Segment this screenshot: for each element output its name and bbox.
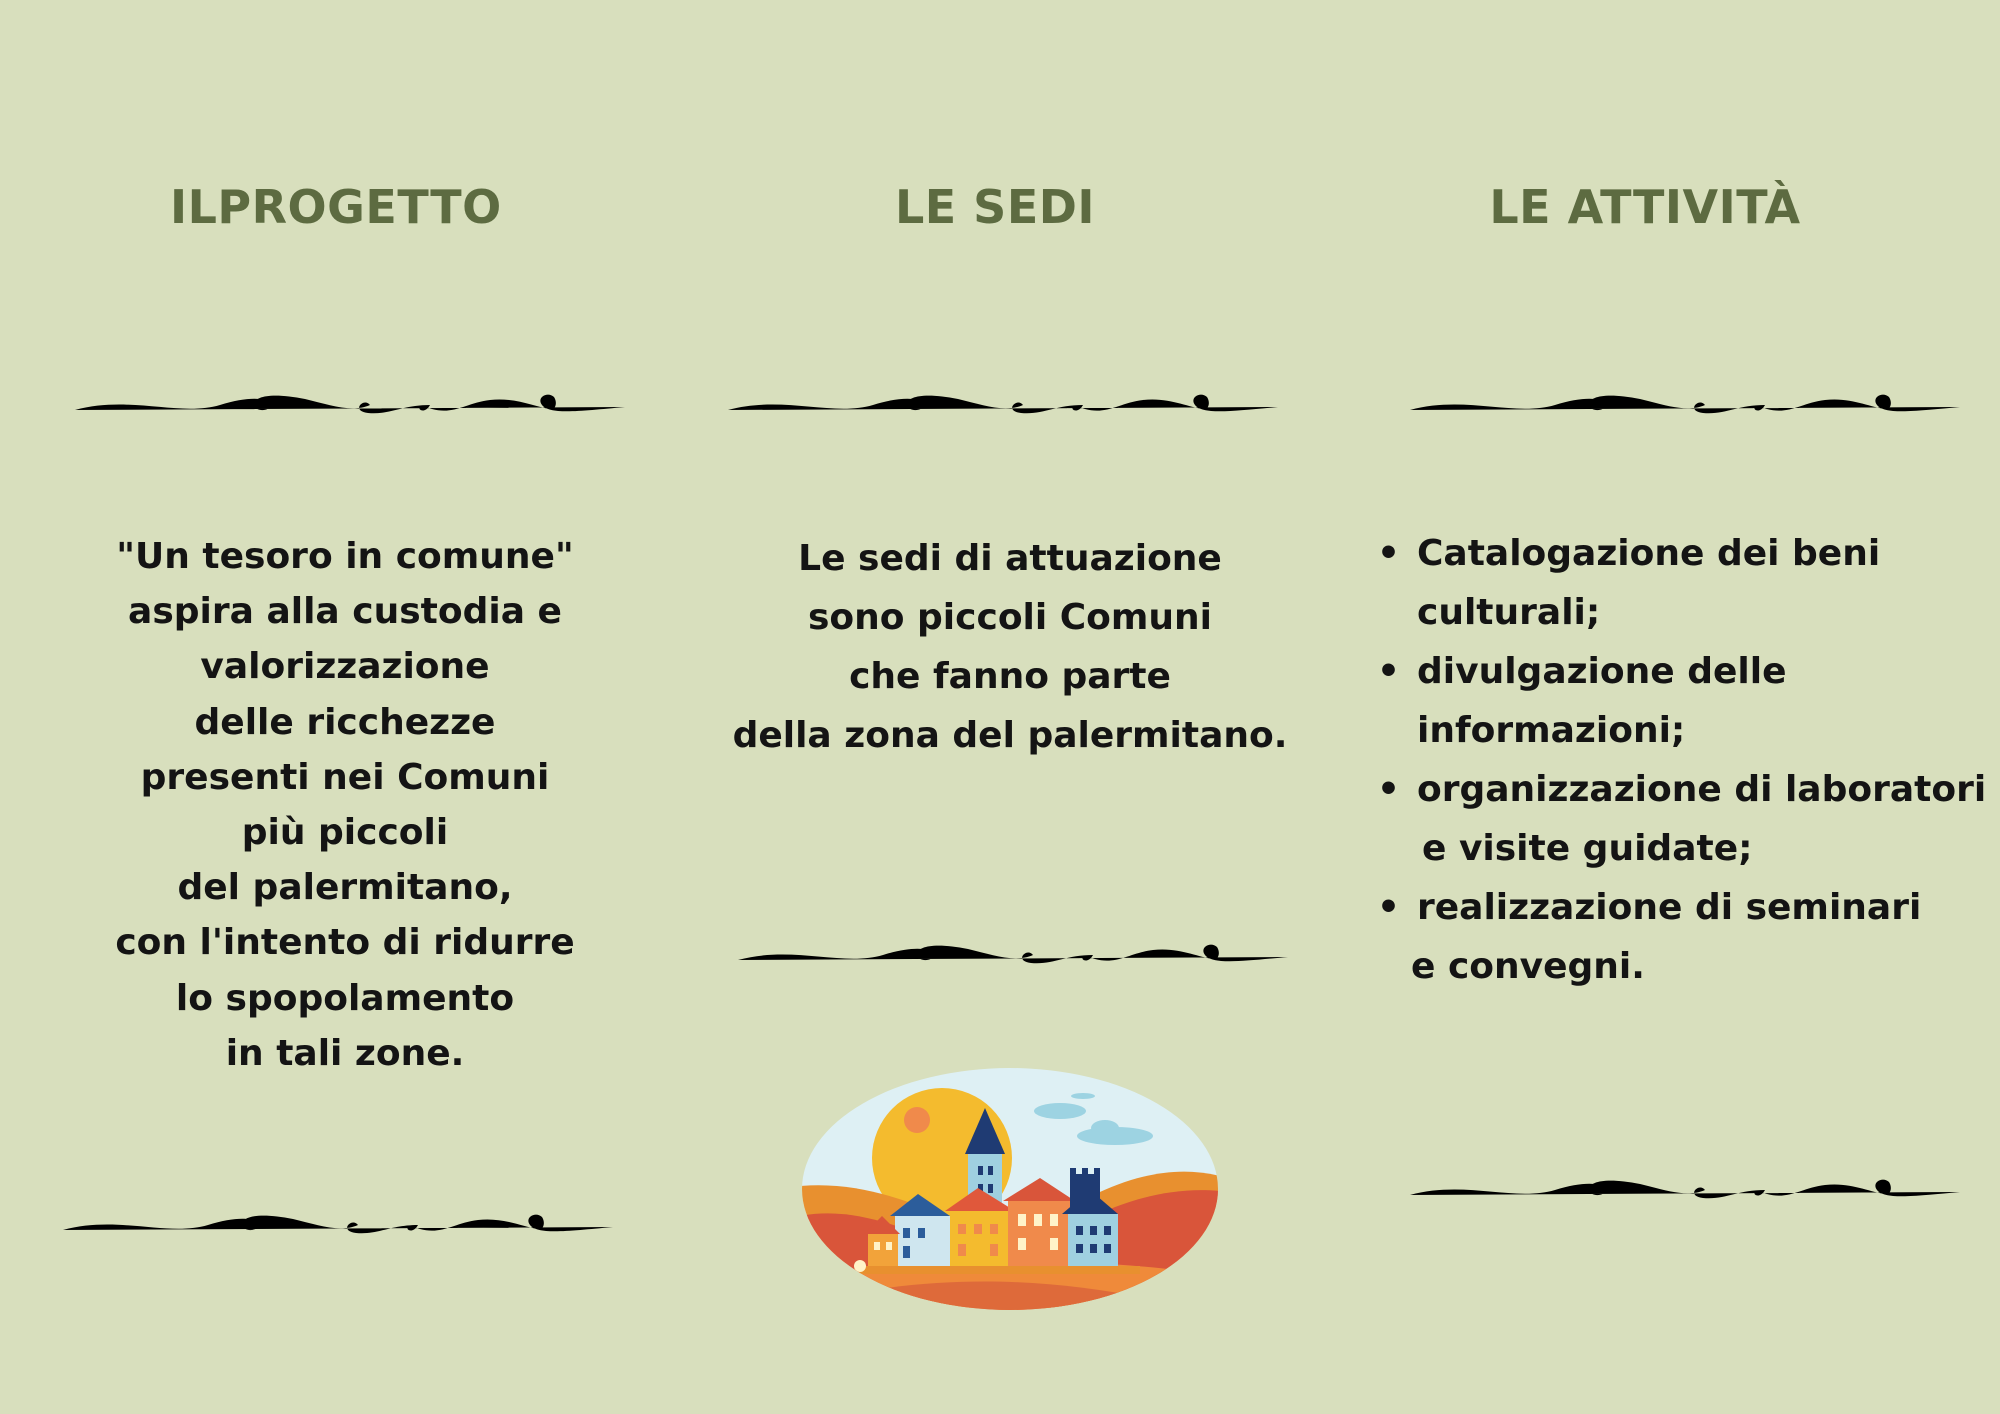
- text-line: della zona del palermitano.: [732, 715, 1288, 756]
- activities-list: [1375, 524, 1995, 996]
- text-line: organizzazione di laboratori: [1417, 769, 1987, 810]
- text-line: sono piccoli Comuni: [807, 597, 1213, 638]
- swirl-divider-icon: [723, 375, 1283, 435]
- bullet-icon: •: [1377, 651, 1401, 692]
- il-progetto-text: [85, 529, 605, 1081]
- text-line: del palermitano,: [177, 867, 513, 909]
- text-line: "Un tesoro in comune": [116, 536, 574, 577]
- text-line: divulgazione delle: [1417, 651, 1787, 692]
- title-le-attivita: LE ATTIVITÀ: [1489, 180, 1801, 234]
- text-line: con l'intento di ridurre: [115, 922, 575, 964]
- text-line: presenti nei Comuni: [140, 756, 550, 798]
- text-line: Le sedi di attuazione: [798, 538, 1222, 579]
- list-item: [1375, 878, 1995, 996]
- text-line: delle ricchezze: [194, 701, 496, 743]
- text-line: Catalogazione dei beni: [1417, 533, 1881, 574]
- text-line: culturali;: [1417, 592, 1601, 633]
- text-line: aspira alla custodia e: [128, 591, 562, 633]
- swirl-divider-icon: [1405, 1160, 1965, 1220]
- village-landscape-icon: [800, 1066, 1220, 1312]
- text-line: lo spopolamento: [175, 977, 515, 1019]
- list-item: [1375, 760, 1995, 878]
- swirl-divider-icon: [733, 925, 1293, 985]
- text-line: in tali zone.: [225, 1032, 465, 1074]
- bullet-icon: •: [1377, 533, 1401, 574]
- swirl-divider-icon: [1405, 375, 1965, 435]
- text-line: valorizzazione: [200, 646, 490, 688]
- swirl-divider-icon: [58, 1195, 618, 1255]
- title-il-progetto: ILPROGETTO: [170, 180, 502, 234]
- le-sedi-text: [730, 529, 1290, 765]
- text-line: e convegni.: [1411, 946, 1645, 987]
- text-line: realizzazione di seminari: [1417, 887, 1922, 928]
- text-line: più piccoli: [241, 812, 449, 854]
- list-item: [1375, 524, 1995, 642]
- text-line: informazioni;: [1417, 710, 1686, 751]
- swirl-divider-icon: [70, 375, 630, 435]
- bullet-icon: •: [1377, 887, 1401, 928]
- text-line: e visite guidate;: [1422, 828, 1753, 869]
- text-line: che fanno parte: [849, 656, 1171, 697]
- list-item: [1375, 642, 1995, 760]
- bullet-icon: •: [1377, 769, 1401, 810]
- title-le-sedi: LE SEDI: [894, 180, 1096, 234]
